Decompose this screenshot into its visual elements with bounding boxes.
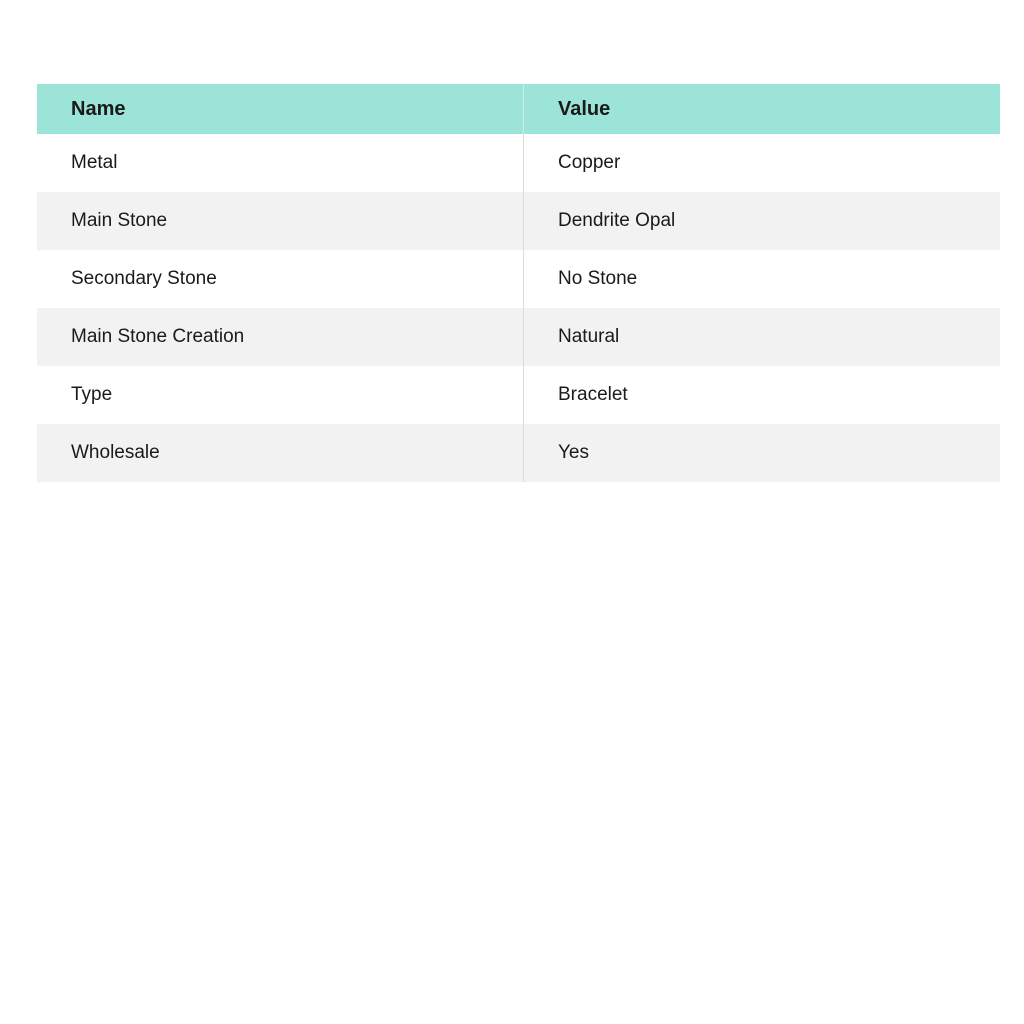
cell-value: Yes xyxy=(523,424,1000,482)
cell-name: Main Stone xyxy=(71,210,168,231)
header-cell-name: Name xyxy=(71,98,126,120)
table-row xyxy=(37,424,1000,482)
table-row xyxy=(37,250,1000,308)
cell-value: Dendrite Opal xyxy=(523,192,1000,250)
cell-name: Secondary Stone xyxy=(71,268,217,289)
cell-name: Main Stone Creation xyxy=(71,326,245,347)
cell-name: Metal xyxy=(71,152,118,173)
cell-value: Natural xyxy=(523,308,1000,366)
header-cell-value: Value xyxy=(523,84,1000,134)
table-header-row xyxy=(37,84,1000,134)
cell-name: Type xyxy=(71,384,113,405)
attribute-table xyxy=(37,84,1000,482)
cell-value: No Stone xyxy=(523,250,1000,308)
table-row xyxy=(37,308,1000,366)
table-row xyxy=(37,366,1000,424)
cell-name: Wholesale xyxy=(71,442,160,463)
table-row xyxy=(37,134,1000,192)
table-row xyxy=(37,192,1000,250)
cell-value: Bracelet xyxy=(523,366,1000,424)
cell-value: Copper xyxy=(523,134,1000,192)
